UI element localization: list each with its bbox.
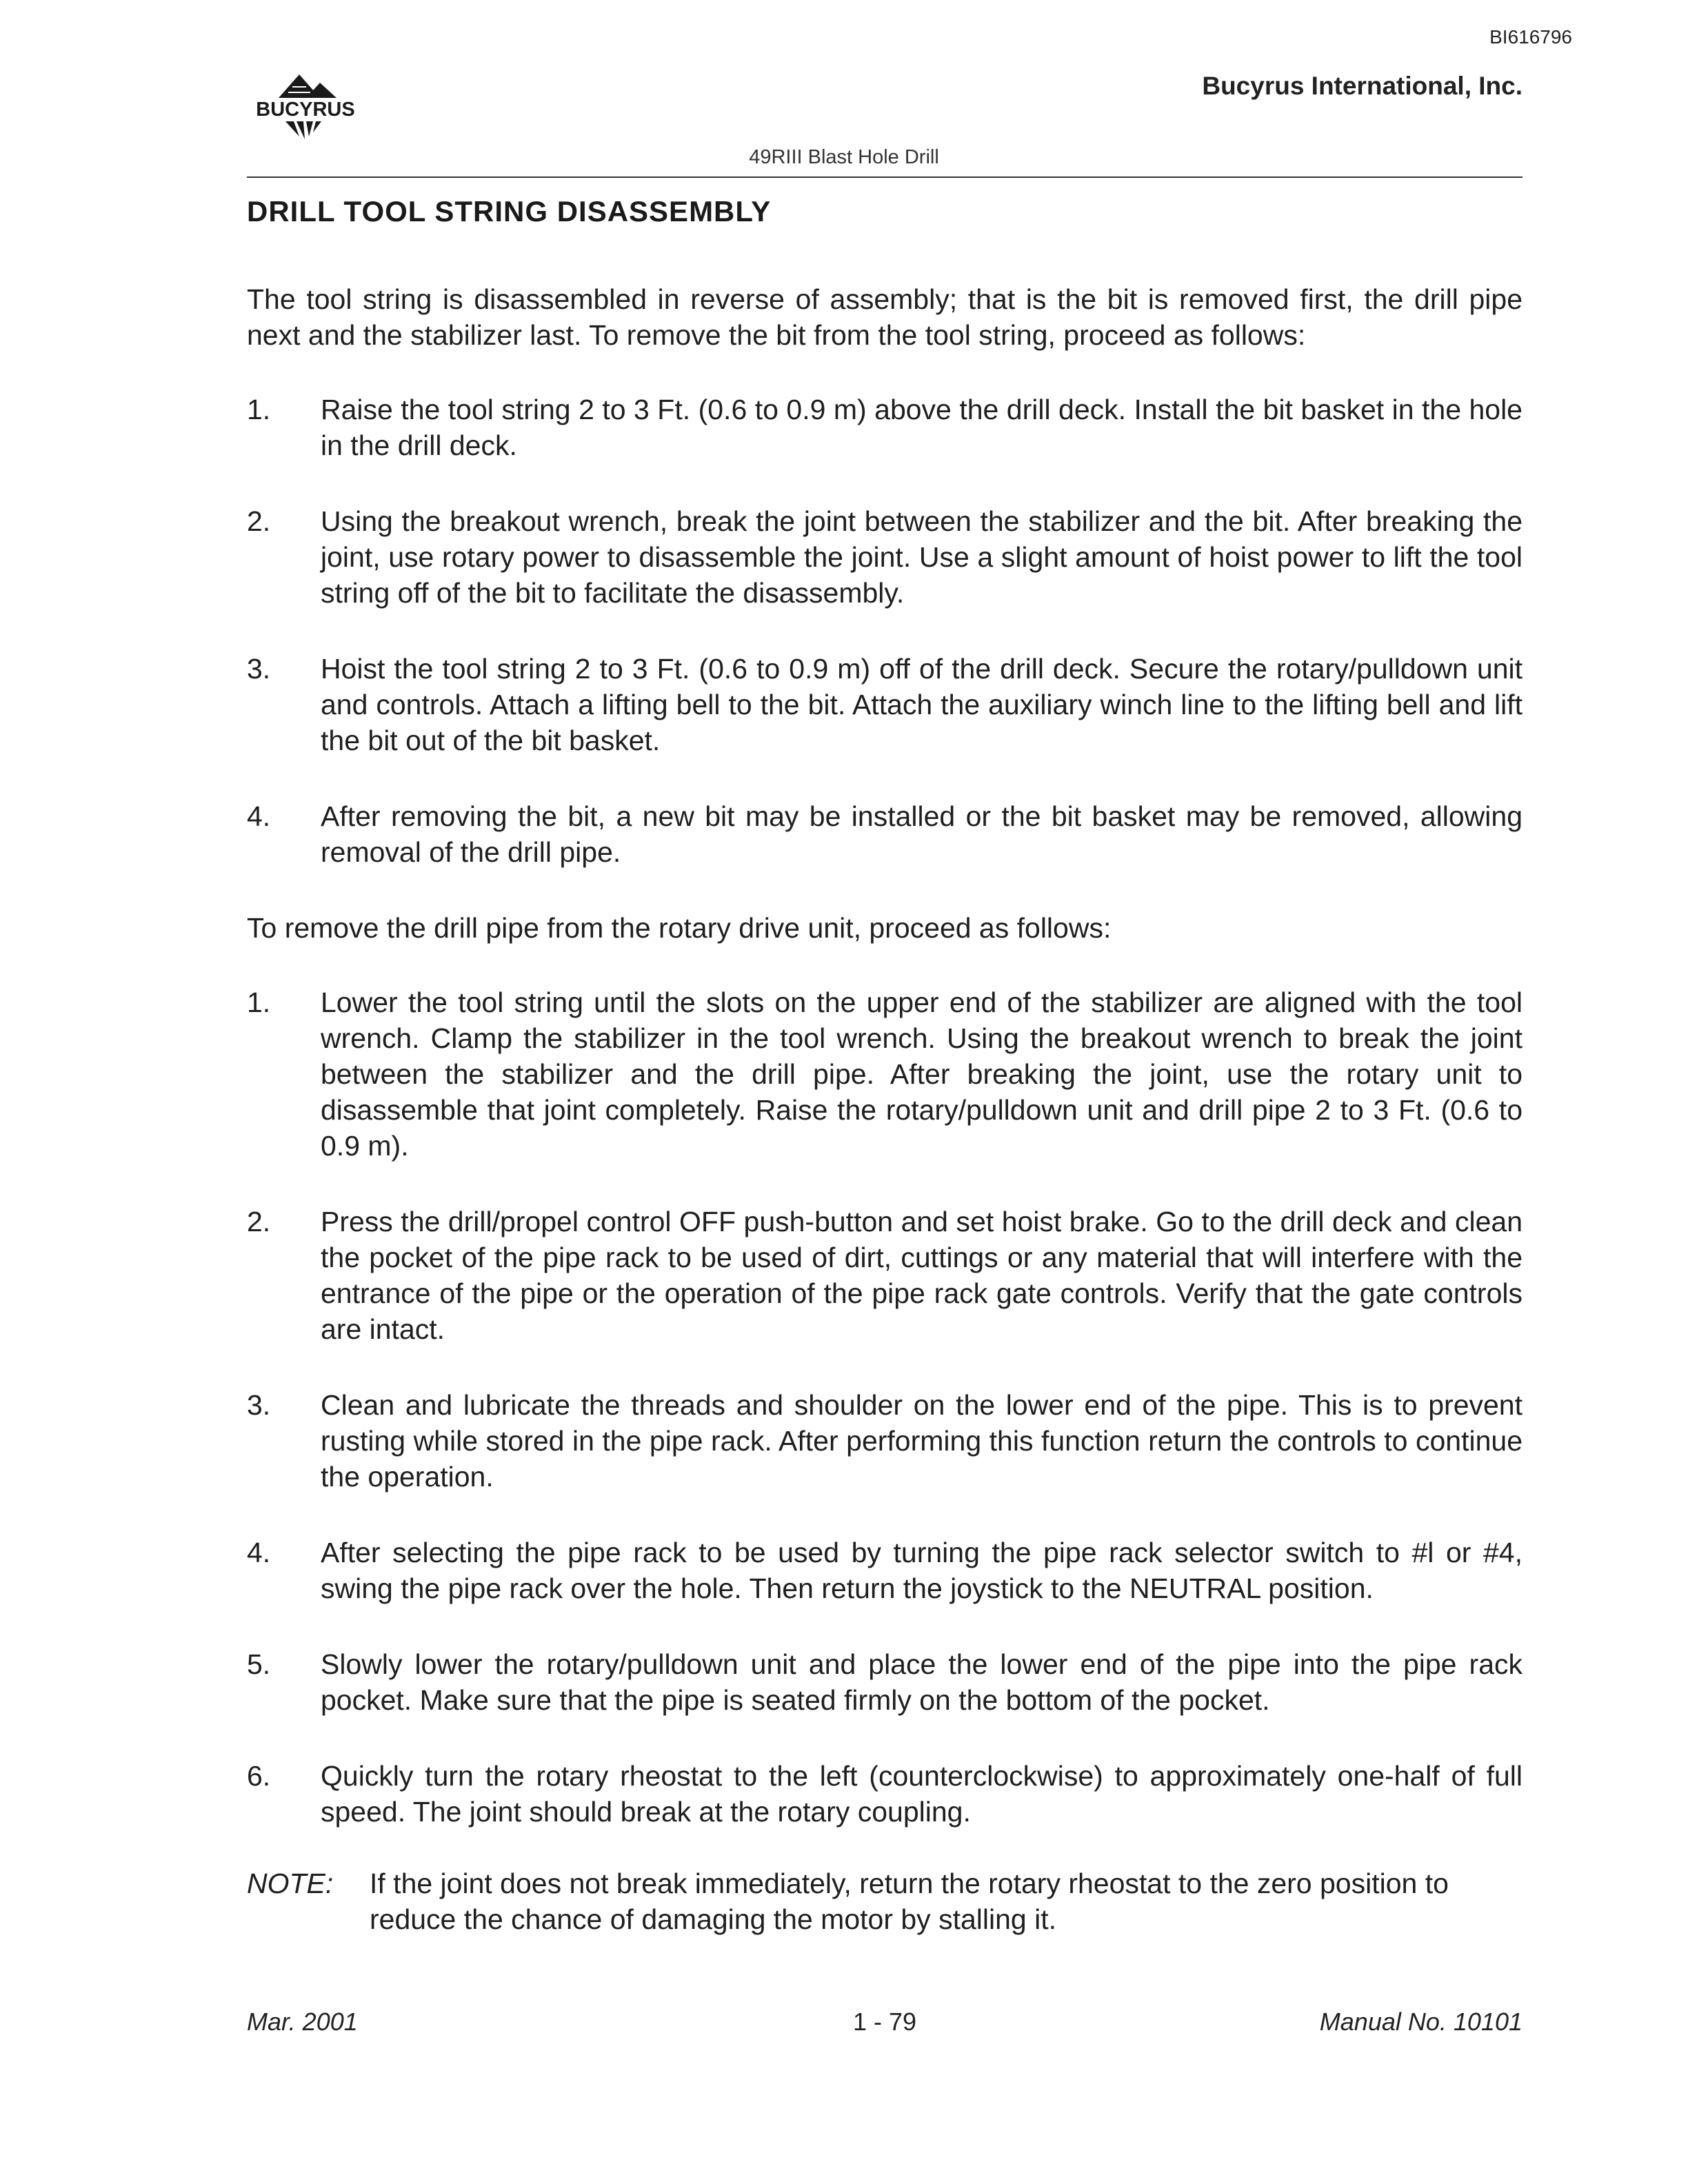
document-body [247, 281, 1523, 1937]
page-number: 1 - 79 [852, 2008, 917, 2036]
list-item [247, 1758, 1523, 1830]
list-item [247, 1646, 1523, 1718]
list-item [247, 1535, 1523, 1606]
note-text: If the joint does not break immediately, return the rotary rheostat to the zero position to reduce the chance of damaging the motor by stalling it. [370, 1868, 1449, 1935]
step-text: After selecting the pipe rack to be used by turning the pipe rack selector switch to #l or #4, swing the pipe rack over the hole. Then return the joystick to the NEUTRAL position. [321, 1537, 1523, 1604]
step-number: 4. [247, 800, 271, 832]
list-item [247, 1204, 1523, 1347]
section-title: DRILL TOOL STRING DISASSEMBLY [247, 195, 772, 228]
step-text: Lower the tool string until the slots on the upper end of the stabilizer are aligned with the tool wrench. Clamp the stabilizer in the tool wrench. Using the breakout wrench to break the joint between the stabilizer and the drill pipe. After breaking the joint, use the rotary unit to disassemble that joint completely. Raise the rotary/pulldown unit and drill pipe 2 to 3 Ft. (0.6 to 0.9 m). [321, 987, 1523, 1162]
step-number: 4. [247, 1537, 271, 1568]
bucyrus-logo-icon [240, 68, 371, 150]
list-item [247, 1387, 1523, 1495]
step-text: Quickly turn the rotary rheostat to the left (counterclockwise) to approximately one-half of full speed. The joint should break at the rotary coupling. [321, 1760, 1523, 1828]
model-subtitle: 49RIII Blast Hole Drill [749, 146, 939, 168]
svg-text:BUCYRUS: BUCYRUS [256, 99, 355, 121]
pipe-removal-intro: To remove the drill pipe from the rotary drive unit, proceed as follows: [247, 912, 1112, 944]
step-text: After removing the bit, a new bit may be installed or the bit basket may be removed, allowing removal of the drill pipe. [321, 800, 1523, 868]
list-item [247, 984, 1523, 1164]
footer-date: Mar. 2001 [247, 2008, 358, 2036]
page-footer [247, 2008, 1523, 2042]
list-item [247, 651, 1523, 758]
step-number: 2. [247, 1206, 271, 1237]
list-item [247, 798, 1523, 870]
note-block [247, 1866, 1523, 1937]
step-text: Raise the tool string 2 to 3 Ft. (0.6 to 0.9 m) above the drill deck. Install the bit basket in the hole in the drill deck. [321, 394, 1523, 461]
step-text: Clean and lubricate the threads and shoulder on the lower end of the pipe. This is to prevent rusting while stored in the pipe rack. After performing this function return the controls to continue the operation. [321, 1389, 1523, 1493]
step-number: 1. [247, 394, 271, 425]
step-number: 2. [247, 505, 271, 537]
step-number: 6. [247, 1760, 271, 1792]
step-number: 3. [247, 1389, 271, 1421]
bit-removal-steps [247, 392, 1523, 870]
step-text: Hoist the tool string 2 to 3 Ft. (0.6 to 0.9 m) off of the drill deck. Secure the rotary/pulldown unit and controls. Attach a lifting bell to the bit. Attach the auxiliary winch line to the lifting bell and lift the bit out of the bit basket. [321, 653, 1523, 756]
company-name: Bucyrus International, Inc. [1202, 72, 1523, 100]
header-divider [247, 176, 1523, 178]
manual-number: Manual No. 10101 [1319, 2008, 1523, 2036]
note-label: NOTE: [247, 1868, 334, 1899]
list-item [247, 503, 1523, 611]
step-number: 3. [247, 653, 271, 685]
step-text: Press the drill/propel control OFF push-button and set hoist brake. Go to the drill deck and clean the pocket of the pipe rack to be used of dirt, cuttings or any material that will interfere with the entrance of the pipe or the operation of the pipe rack gate controls. Verify that the gate controls are intact. [321, 1206, 1523, 1345]
pipe-removal-steps [247, 984, 1523, 1830]
step-text: Using the breakout wrench, break the joint between the stabilizer and the bit. After breaking the joint, use rotary power to disassemble the joint. Use a slight amount of hoist power to lift the tool string off of the bit to facilitate the disassembly. [321, 505, 1523, 609]
document-id: BI616796 [1489, 26, 1572, 48]
step-number: 1. [247, 987, 271, 1018]
step-text: Slowly lower the rotary/pulldown unit and place the lower end of the pipe into the pipe rack pocket. Make sure that the pipe is seated firmly on the bottom of the pocket. [321, 1648, 1523, 1716]
bucyrus-logo [240, 68, 371, 150]
intro-paragraph: The tool string is disassembled in reverse of assembly; that is the bit is removed first, the drill pipe next and the stabilizer last. To remove the bit from the tool string, proceed as follows: [247, 283, 1523, 351]
step-number: 5. [247, 1648, 271, 1680]
list-item [247, 392, 1523, 463]
